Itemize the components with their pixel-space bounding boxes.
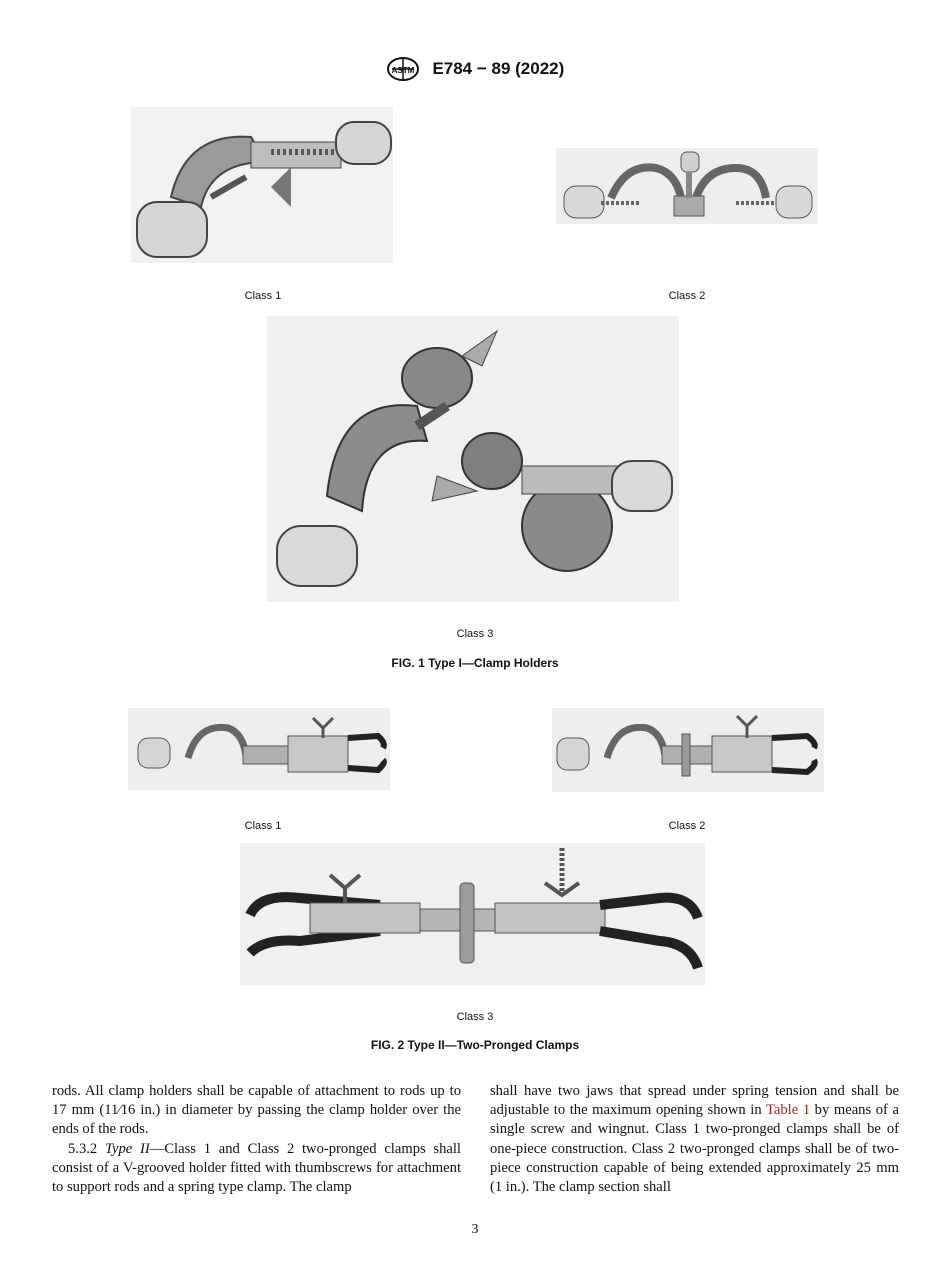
fig2-caption-class-2: Class 2 — [668, 820, 706, 832]
clamp-holder-class-1-photo — [131, 107, 393, 263]
fig1-caption-class-1: Class 1 — [244, 290, 282, 302]
body-left-paragraph-2 — [52, 1140, 461, 1198]
body-left-column — [52, 1082, 461, 1197]
page-header — [0, 56, 950, 82]
two-pronged-clamp-class-2-photo — [552, 708, 824, 792]
body-right-text-start: shall have two jaws that spread under spring tension and shall be adjustable to the maximum opening shown in — [490, 1083, 899, 1119]
page-number: 3 — [471, 1222, 479, 1237]
fig2-title: FIG. 2 Type II—Two-Pronged Clamps — [370, 1038, 580, 1052]
two-pronged-clamp-class-3-photo — [240, 843, 705, 985]
astm-logo-icon — [386, 56, 420, 82]
fig2-caption-class-1: Class 1 — [244, 820, 282, 832]
clamp-holder-class-3-photo — [267, 316, 679, 602]
fig2-caption-class-3: Class 3 — [456, 1011, 494, 1023]
body-right-column — [490, 1082, 899, 1197]
body-left-paragraph-1: rods. All clamp holders shall be capable of attachment to rods up to 17 mm (11⁄16 in.) in diameter by passing the clamp holder over the ends of the rods. — [52, 1083, 461, 1138]
table-1-link[interactable]: Table 1 — [765, 1102, 811, 1119]
section-text: —Class 1 and Class 2 two-pronged clamps shall consist of a V-grooved holder fitted with thumbscrews for attachment to support rods and a spring type clamp. The clamp — [52, 1140, 461, 1196]
two-pronged-clamp-class-1-photo — [128, 708, 390, 790]
fig1-title: FIG. 1 Type I—Clamp Holders — [391, 656, 559, 670]
fig1-caption-class-2: Class 2 — [668, 290, 706, 302]
clamp-holder-class-2-photo — [556, 148, 818, 224]
svg-text:ASTM: ASTM — [391, 66, 415, 75]
body-right-text-end: by means of a single screw and wingnut. Class 1 two-pronged clamps shall be of one-piece construction. Class 2 two-pronged clamps shall be of two-piece construction capable of being extended approximately 25 mm (1 in.). The clamp section shall — [490, 1102, 899, 1196]
section-heading: Type II — [104, 1140, 150, 1157]
fig1-caption-class-3: Class 3 — [456, 628, 494, 640]
standard-designation: E784 − 89 (2022) — [432, 59, 565, 78]
section-number: 5.3.2 — [68, 1140, 105, 1157]
body-right-paragraph-1 — [490, 1082, 899, 1197]
